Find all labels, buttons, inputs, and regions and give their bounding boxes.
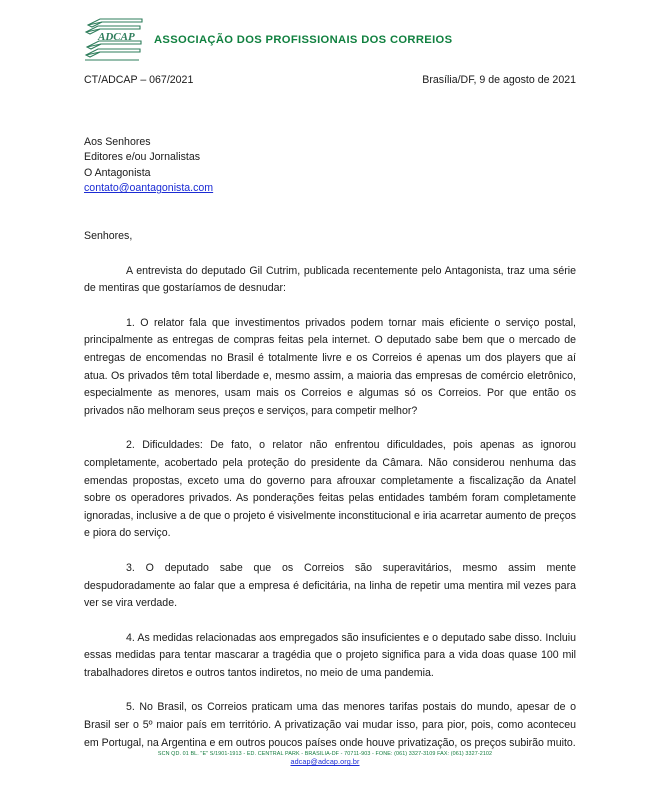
addressee-block <box>84 135 213 197</box>
addressee-line-1: Aos Senhores <box>84 136 151 148</box>
addressee-line-2: Editores e/ou Jornalistas <box>84 151 201 164</box>
body-paragraph: 2. Dificuldades: De fato, o relator não enfrentou dificuldades, pois apenas as ignorou completamente, acobertado pela proteção do presidente da Câmara. Não considerou nenhuma das emendas propostas, exceto uma do governo para afrouxar completamente a fiscalização da Anatel sobre os operadores privados. As ponderações feitas pelas entidades também foram completamente ignoradas, inclusive a de que o projeto é visivelmente inconstitucional e iria acarretar aumento de preços e piora do serviço. <box>84 439 576 540</box>
reference-row <box>84 74 576 86</box>
body-paragraph: 5. No Brasil, os Correios praticam uma das menores tarifas postais do mundo, apesar de o Brasil ser o 5º maior país em território. A privatização vai mudar isso, para pior, pois, como aconteceu em Portugal, na Argentina e em outros poucos países onde houve privatização, os preços subirão muito. <box>84 701 576 749</box>
organization-name: ASSOCIAÇÃO DOS PROFISSIONAIS DOS CORREIOS <box>154 34 453 46</box>
footer-email-link[interactable]: adcap@adcap.org.br <box>290 757 360 767</box>
letter-body <box>84 228 576 752</box>
logo-wordmark: ADCAP <box>98 31 135 43</box>
place-and-date: Brasília/DF, 9 de agosto de 2021 <box>422 74 576 86</box>
adcap-banner-logo-icon <box>84 16 146 64</box>
body-paragraph: 4. As medidas relacionadas aos empregados são insuficientes e o deputado sabe disso. Incluiu essas medidas para tentar mascarar a tragédia que o projeto significa para a vida doas quase 100 mil trabalhadores diretos e outros tantos indiretos, no meio de uma pandemia. <box>84 631 576 679</box>
body-paragraph: 3. O deputado sabe que os Correios são superavitários, mesmo assim mente despudoradamente ao falar que a empresa é deficitária, na linha de repetir uma mentira mil vezes para ver se vira verdade. <box>84 561 576 610</box>
addressee-email-link[interactable]: contato@oantagonista.com <box>84 182 214 195</box>
footer-address: SCN QD. 01 BL. "E" S/1901-1913 - ED. CENTRAL PARK - BRASILIA-DF - 70711-903 - FONE: (061) 3327-3109 FAX: (061) 3327-2102 <box>157 751 493 757</box>
salutation: Senhores, <box>84 230 133 242</box>
body-paragraph: 1. O relator fala que investimentos privados podem tornar mais eficiente o serviço postal, principalmente as entregas de compras feitas pela internet. O deputado sabe bem que o mercado de entregas de encomendas no Brasil é totalmente livre e os Correios é apenas um dos players que aí atua. Os privados têm total liberdade e, mesmo assim, a maioria das empresas de comércio eletrônico, especialmente as menores, usam mais os Correios e algumas só os Correios. Por que então os privados não melhoram seus preços e serviços, para competir melhor? <box>84 316 576 417</box>
document-number: CT/ADCAP – 067/2021 <box>84 74 194 86</box>
letterhead <box>0 14 650 66</box>
addressee-line-3: O Antagonista <box>84 166 151 179</box>
page-footer <box>0 750 650 768</box>
body-paragraph: A entrevista do deputado Gil Cutrim, publicada recentemente pelo Antagonista, traz uma série de mentiras que gostaríamos de desnudar: <box>84 264 576 295</box>
